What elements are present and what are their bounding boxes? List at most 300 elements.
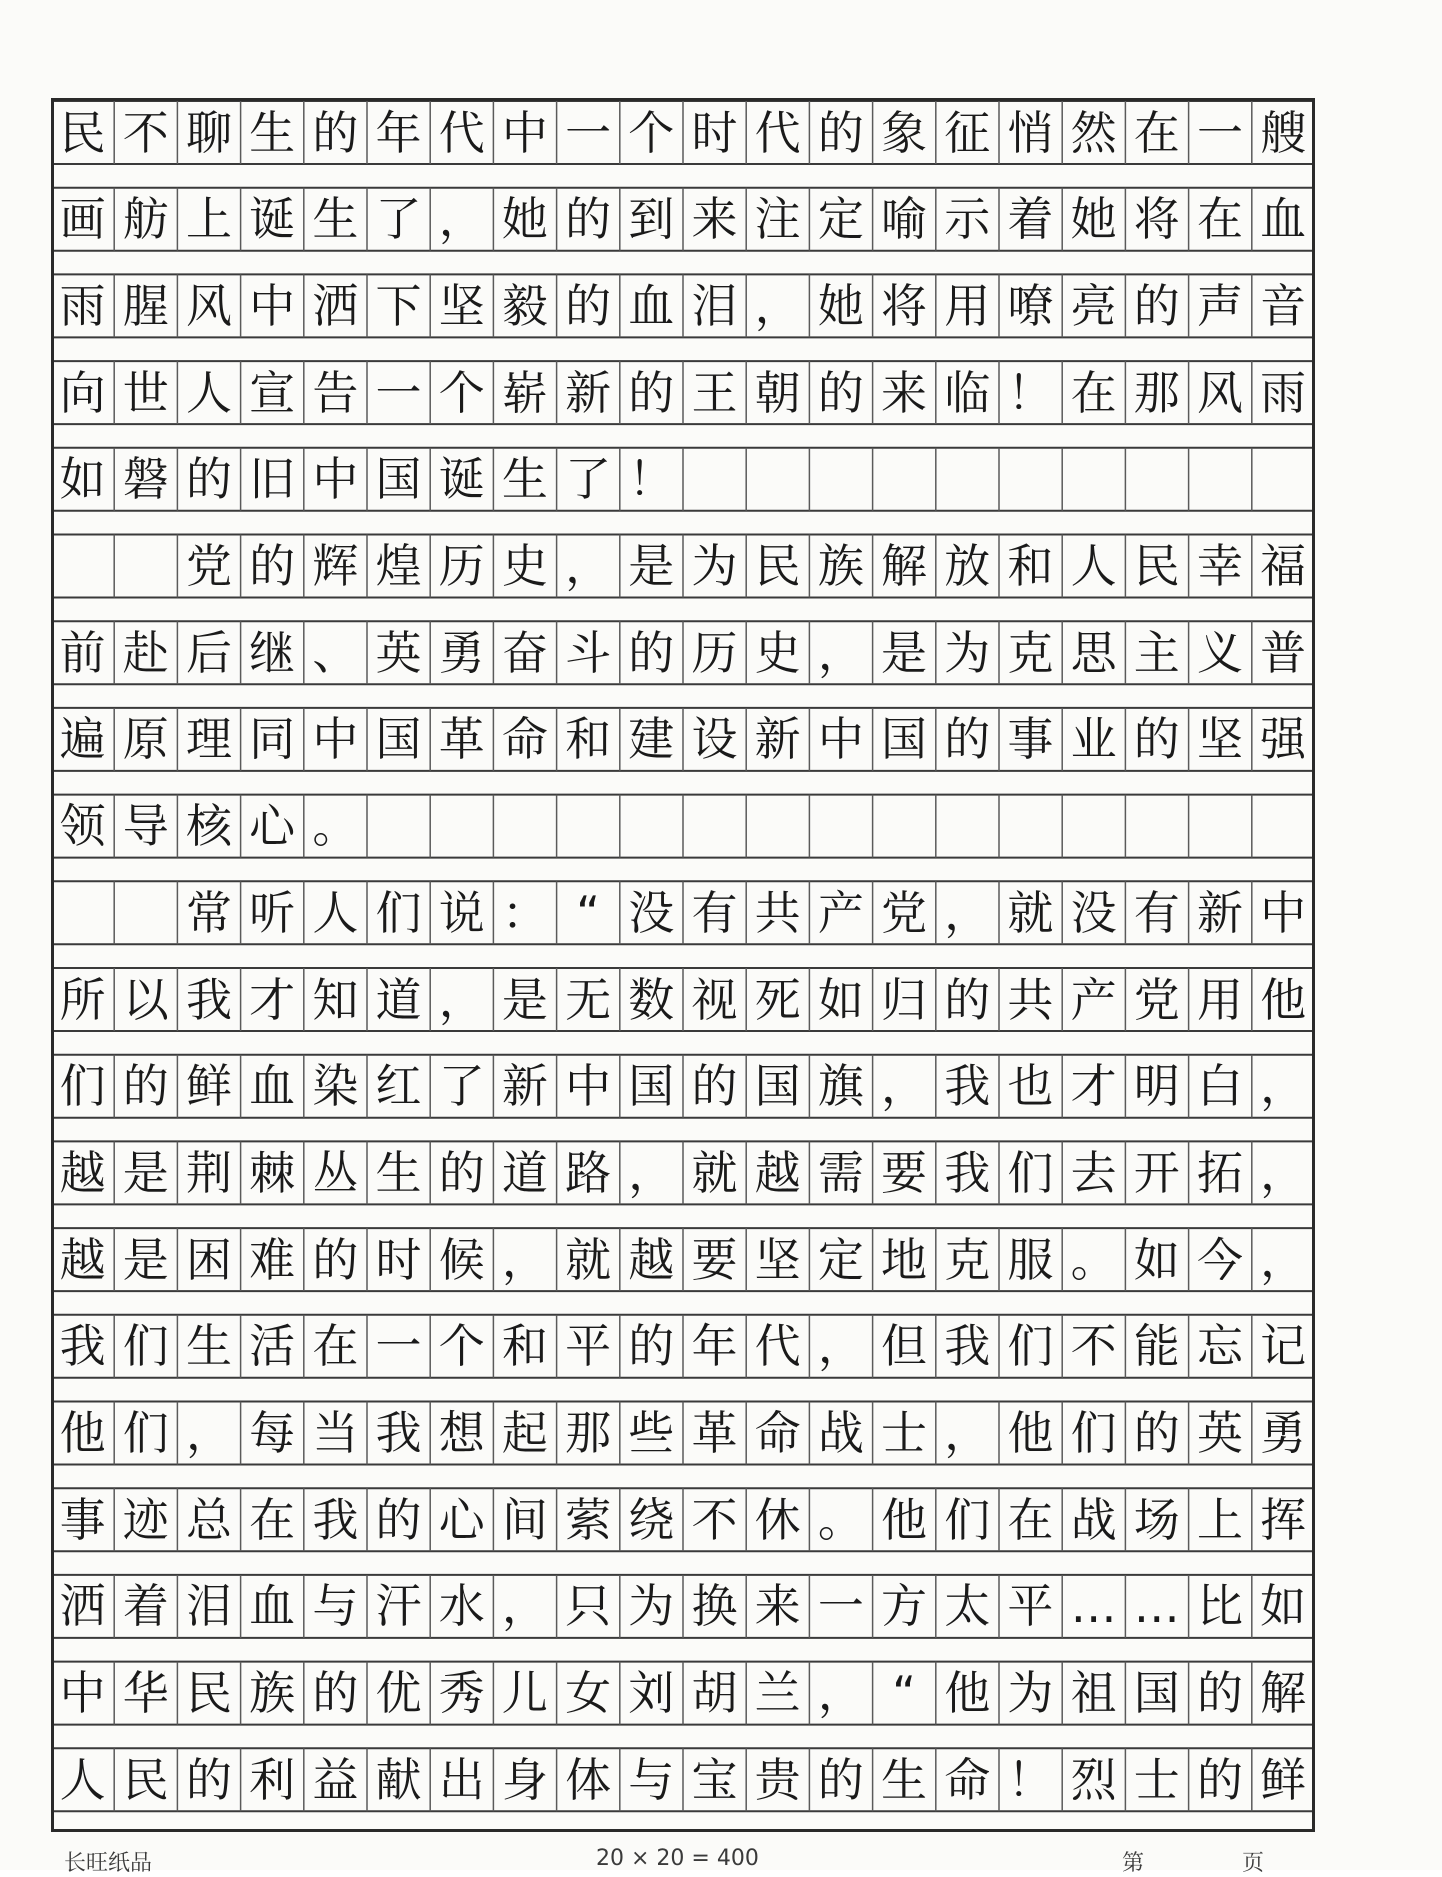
grid-cell-char: 国 xyxy=(628,1059,675,1114)
grid-cell-char: ， xyxy=(817,625,864,680)
grid-cell-char: 中 xyxy=(565,1059,612,1114)
grid-cell-char: 但 xyxy=(881,1319,928,1374)
grid-cell-char: 年 xyxy=(691,1319,738,1374)
grid-cell-char: 国 xyxy=(375,712,422,767)
grid-frame xyxy=(51,98,1315,1832)
grid-cell-char: 鲜 xyxy=(1260,1752,1307,1807)
grid-cell-char: 与 xyxy=(628,1752,675,1807)
grid-cell-char: 也 xyxy=(1007,1059,1054,1114)
grid-cell-char: 思 xyxy=(1070,625,1117,680)
grid-cell-char: 着 xyxy=(122,1579,169,1634)
grid-cell-char: 人 xyxy=(312,885,359,940)
manuscript-row xyxy=(51,1141,1315,1204)
grid-cell-char: 坚 xyxy=(754,1232,801,1287)
manuscript-row xyxy=(51,1488,1315,1551)
grid-cell-char: 间 xyxy=(501,1492,548,1547)
grid-cell-char: 的 xyxy=(375,1492,422,1547)
grid-cell-char: 的 xyxy=(438,1145,485,1200)
grid-cell-char: 旗 xyxy=(817,1059,864,1114)
grid-cell-char: 比 xyxy=(1196,1579,1243,1634)
manuscript-row xyxy=(51,535,1315,598)
grid-cell-char: 血 xyxy=(628,278,675,333)
grid-cell-char: 的 xyxy=(185,452,232,507)
grid-cell-char: 的 xyxy=(185,1752,232,1807)
grid-cell-char: 归 xyxy=(881,972,928,1027)
grid-cell-char: 出 xyxy=(438,1752,485,1807)
grid-cell-char: 族 xyxy=(817,539,864,593)
manuscript-row xyxy=(51,361,1315,424)
grid-cell-char: 候 xyxy=(438,1232,485,1287)
grid-cell-char: 了 xyxy=(438,1059,485,1114)
grid-cell-char: 迹 xyxy=(122,1492,169,1547)
grid-cell-char: … xyxy=(1070,1579,1117,1634)
grid-cell-char: 我 xyxy=(375,1406,422,1460)
grid-cell-char: 示 xyxy=(944,192,991,247)
grid-cell-char: 挥 xyxy=(1260,1492,1307,1547)
grid-cell-char: 一 xyxy=(375,1319,422,1374)
grid-cell-char: “ xyxy=(892,1666,916,1721)
manuscript-row xyxy=(51,708,1315,771)
grid-cell-char: 不 xyxy=(1070,1319,1117,1374)
grid-cell-char: 风 xyxy=(1196,365,1243,420)
grid-cell-char: 新 xyxy=(565,365,612,420)
grid-cell-char: 诞 xyxy=(438,452,485,507)
grid-cell-char: ， xyxy=(438,192,485,247)
grid-cell-char: 难 xyxy=(249,1232,296,1287)
grid-cell-char: 兰 xyxy=(754,1666,801,1721)
grid-cell-char: 困 xyxy=(185,1232,232,1287)
grid-cell-char: 后 xyxy=(185,625,232,680)
grid-cell-char: 下 xyxy=(375,278,422,333)
grid-cell-char: 雨 xyxy=(59,278,106,333)
grid-cell-char: 聊 xyxy=(185,105,232,160)
grid-cell-char: 着 xyxy=(1007,192,1054,247)
grid-cell-char: 要 xyxy=(691,1232,738,1287)
grid-cell-char: 如 xyxy=(1260,1579,1307,1634)
grid-cell-char: ， xyxy=(944,885,991,940)
grid-cell-char: 休 xyxy=(754,1492,801,1547)
grid-cell-char: 艘 xyxy=(1260,105,1307,160)
grid-cell-char: 舫 xyxy=(122,192,169,247)
grid-cell-char: 死 xyxy=(754,972,801,1027)
grid-cell-char: 民 xyxy=(185,1666,232,1721)
grid-cell-char: 献 xyxy=(375,1752,422,1807)
grid-cell-char: 继 xyxy=(249,625,296,680)
grid-cell-char: 听 xyxy=(249,885,296,940)
grid-cell-char: 泪 xyxy=(185,1579,232,1634)
grid-cell-char: 换 xyxy=(691,1579,738,1634)
grid-cell-char: 祖 xyxy=(1070,1666,1117,1721)
grid-cell-char: 洒 xyxy=(59,1579,106,1634)
grid-cell-char: 丛 xyxy=(312,1145,359,1200)
grid-cell-char: 汗 xyxy=(375,1579,422,1634)
grid-cell-char: 那 xyxy=(1133,365,1180,420)
grid-cell-char: 导 xyxy=(122,799,169,854)
grid-cell-char: 民 xyxy=(122,1752,169,1807)
grid-cell-char: 战 xyxy=(1070,1492,1117,1547)
grid-cell-char: 就 xyxy=(565,1232,612,1287)
grid-cell-char: ， xyxy=(501,1232,548,1287)
grid-cell-char: 是 xyxy=(501,972,548,1027)
grid-cell-char: 国 xyxy=(375,452,422,507)
grid-cell-char: “ xyxy=(576,885,601,940)
grid-cell-char: 我 xyxy=(185,972,232,1027)
grid-cell-char: 我 xyxy=(944,1059,991,1114)
grid-cell-char: 煌 xyxy=(375,539,422,593)
grid-cell-char: 们 xyxy=(122,1406,169,1460)
grid-cell-char: 声 xyxy=(1196,278,1243,333)
grid-cell-char: 血 xyxy=(1260,192,1307,247)
grid-cell-char: 辉 xyxy=(312,539,359,593)
grid-cell-char: 没 xyxy=(1070,885,1117,940)
grid-cell-char: 人 xyxy=(1070,539,1117,593)
grid-cell-char: 他 xyxy=(1007,1406,1054,1460)
grid-cell-char: 的 xyxy=(944,712,991,767)
grid-cell-char: 胡 xyxy=(691,1666,738,1721)
grid-cell-char: 个 xyxy=(628,105,675,160)
grid-cell-char: 与 xyxy=(312,1579,359,1634)
grid-cell-char: 记 xyxy=(1260,1319,1307,1374)
manuscript-row xyxy=(51,101,1315,164)
grid-cell-char: 生 xyxy=(881,1752,928,1807)
grid-cell-char: 然 xyxy=(1070,105,1117,160)
grid-cell-char: 设 xyxy=(691,712,738,767)
manuscript-row xyxy=(51,188,1315,251)
grid-cell-char: 秀 xyxy=(438,1666,485,1721)
grid-cell-char: 华 xyxy=(122,1666,169,1721)
grid-cell-char: 他 xyxy=(59,1406,106,1460)
grid-cell-char: 忘 xyxy=(1196,1319,1243,1374)
grid-cell-char: 定 xyxy=(817,192,864,247)
grid-cell-char: 世 xyxy=(122,365,169,420)
grid-cell-char: 在 xyxy=(1007,1492,1054,1547)
grid-cell-char: 历 xyxy=(438,539,485,593)
grid-cell-char: 新 xyxy=(754,712,801,767)
grid-cell-char: ， xyxy=(565,539,612,593)
grid-cell-char: 腥 xyxy=(122,278,169,333)
grid-cell-char: 如 xyxy=(1133,1232,1180,1287)
grid-cell-char: 诞 xyxy=(249,192,296,247)
footer-page-label: 第 xyxy=(1122,1851,1145,1876)
grid-cell-char: 历 xyxy=(691,625,738,680)
grid-cell-char: 用 xyxy=(1196,972,1243,1027)
grid-cell-char: 党 xyxy=(881,885,928,940)
grid-cell-char: 向 xyxy=(59,365,106,420)
grid-cell-char: 临 xyxy=(944,365,991,420)
grid-cell-char: 代 xyxy=(754,105,801,160)
grid-cell-char: 勇 xyxy=(1260,1406,1307,1460)
grid-cell-char: 用 xyxy=(944,278,991,333)
grid-cell-char: 越 xyxy=(754,1145,801,1200)
grid-cell-char: 棘 xyxy=(249,1145,296,1200)
grid-cell-char: ！ xyxy=(1007,365,1054,420)
grid-cell-char: 的 xyxy=(122,1059,169,1114)
grid-cell-char: 解 xyxy=(881,539,928,593)
grid-cell-char: 所 xyxy=(59,972,106,1027)
grid-cell-char: 为 xyxy=(628,1579,675,1634)
grid-cell-char: 为 xyxy=(1007,1666,1054,1721)
grid-cell-char: 喻 xyxy=(881,192,928,247)
grid-cell-char: 们 xyxy=(1070,1406,1117,1460)
grid-cell-char: 事 xyxy=(1007,712,1054,767)
grid-cell-char: 史 xyxy=(501,539,548,593)
grid-cell-char: 共 xyxy=(1007,972,1054,1027)
grid-cell-char: 福 xyxy=(1260,539,1307,593)
grid-cell-char: 的 xyxy=(944,972,991,1027)
grid-cell-char: 和 xyxy=(501,1319,548,1374)
grid-cell-char: 一 xyxy=(565,105,612,160)
grid-cell-char: 产 xyxy=(817,885,864,940)
grid-cell-char: 斗 xyxy=(565,625,612,680)
grid-cell-char: 悄 xyxy=(1007,105,1054,160)
grid-cell-char: 那 xyxy=(565,1406,612,1460)
grid-cell-char: 方 xyxy=(881,1579,928,1634)
grid-cell-char: 代 xyxy=(438,105,485,160)
grid-cell-char: 每 xyxy=(249,1406,296,1460)
grid-cell-char: 、 xyxy=(312,625,359,680)
grid-cell-char: 越 xyxy=(628,1232,675,1287)
grid-cell-char: 生 xyxy=(501,452,548,507)
grid-cell-char: 雨 xyxy=(1260,365,1307,420)
grid-cell-char: 烈 xyxy=(1070,1752,1117,1807)
grid-cell-char: 当 xyxy=(312,1406,359,1460)
grid-cell-char: 不 xyxy=(691,1492,738,1547)
grid-cell-char: 如 xyxy=(817,972,864,1027)
grid-cell-char: 族 xyxy=(249,1666,296,1721)
grid-cell-char: 红 xyxy=(375,1059,422,1114)
grid-cell-char: 刘 xyxy=(628,1666,675,1721)
grid-cell-char xyxy=(114,535,177,598)
grid-cell-char: 和 xyxy=(565,712,612,767)
grid-cell-char: 服 xyxy=(1007,1232,1054,1287)
grid-cell-char: 生 xyxy=(185,1319,232,1374)
grid-cell-char: 们 xyxy=(122,1319,169,1374)
grid-cell-char: 的 xyxy=(817,365,864,420)
grid-cell-char: 无 xyxy=(565,972,612,1027)
grid-cell-char: 他 xyxy=(1260,972,1307,1027)
grid-cell-char: 中 xyxy=(59,1666,106,1721)
grid-cell-char: 告 xyxy=(312,365,359,420)
grid-cell-char: ！ xyxy=(1007,1752,1054,1807)
grid-cell-char: 知 xyxy=(312,972,359,1027)
grid-cell-char: 中 xyxy=(249,278,296,333)
grid-cell-char: 就 xyxy=(691,1145,738,1200)
grid-cell-char xyxy=(51,535,114,598)
grid-cell-char: 的 xyxy=(628,365,675,420)
grid-cell-char: 血 xyxy=(249,1579,296,1634)
grid-cell-char: 在 xyxy=(1196,192,1243,247)
grid-cell-char: 荆 xyxy=(185,1145,232,1200)
grid-cell-char: 革 xyxy=(691,1406,738,1460)
grid-cell-char: 遍 xyxy=(59,712,106,767)
grid-cell-char: 的 xyxy=(691,1059,738,1114)
grid-cell-char: 才 xyxy=(1070,1059,1117,1114)
grid-cell-char: 能 xyxy=(1133,1319,1180,1374)
grid-cell-char: 中 xyxy=(501,105,548,160)
grid-cell-char: 如 xyxy=(59,452,106,507)
grid-cell-char xyxy=(51,881,114,944)
grid-cell-char: 常 xyxy=(185,885,232,940)
grid-cell-char: 业 xyxy=(1070,712,1117,767)
grid-cell-char: 党 xyxy=(1133,972,1180,1027)
grid-cell-char: ， xyxy=(1260,1232,1307,1287)
grid-cell-char: 儿 xyxy=(501,1666,548,1721)
grid-cell-char: 一 xyxy=(375,365,422,420)
grid-cell-char: 的 xyxy=(1196,1666,1243,1721)
grid-cell-char: 个 xyxy=(438,1319,485,1374)
grid-cell-char: 民 xyxy=(1133,539,1180,593)
grid-cell-char: 的 xyxy=(565,192,612,247)
grid-cell-char: 的 xyxy=(249,539,296,593)
grid-cell-char: 益 xyxy=(312,1752,359,1807)
grid-cell-char: 泪 xyxy=(691,278,738,333)
grid-cell-char: 利 xyxy=(249,1752,296,1807)
grid-cell-char: 优 xyxy=(375,1666,422,1721)
grid-cell-char: 总 xyxy=(185,1492,232,1547)
grid-cell-char: 建 xyxy=(628,712,675,767)
grid-cell-char: ， xyxy=(881,1059,928,1114)
grid-cell-char: 我 xyxy=(312,1492,359,1547)
grid-cell-char: 只 xyxy=(565,1579,612,1634)
grid-cell-char: 核 xyxy=(185,799,232,854)
grid-cell-char: 命 xyxy=(501,712,548,767)
grid-cell-char: 英 xyxy=(375,625,422,680)
grid-cell-char: 人 xyxy=(59,1752,106,1807)
grid-cell-char: ， xyxy=(817,1666,864,1721)
grid-cell-char: 不 xyxy=(122,105,169,160)
grid-cell-char: 崭 xyxy=(501,365,548,420)
grid-cell-char: 们 xyxy=(1007,1319,1054,1374)
manuscript-row xyxy=(51,1228,1315,1291)
grid-cell-char: 年 xyxy=(375,105,422,160)
grid-cell-char: 她 xyxy=(501,192,548,247)
grid-cell-char: 想 xyxy=(438,1406,485,1460)
grid-cell-char: 场 xyxy=(1133,1492,1180,1547)
grid-cell-char: 国 xyxy=(754,1059,801,1114)
grid-cell-char: 个 xyxy=(438,365,485,420)
grid-cell-char: 鲜 xyxy=(185,1059,232,1114)
grid-cell-char: … xyxy=(1133,1579,1180,1634)
grid-cell-char: 时 xyxy=(375,1232,422,1287)
grid-cell-char: 来 xyxy=(691,192,738,247)
grid-cell-char: 没 xyxy=(628,885,675,940)
grid-cell-char: 原 xyxy=(122,712,169,767)
grid-cell-char: 将 xyxy=(881,278,928,333)
grid-cell-char: 在 xyxy=(249,1492,296,1547)
grid-cell-char: 。 xyxy=(312,799,359,854)
grid-cell-char: 萦 xyxy=(565,1492,612,1547)
manuscript-row xyxy=(51,1748,1315,1811)
grid-cell-char: 勇 xyxy=(438,625,485,680)
grid-cell-char: 义 xyxy=(1196,625,1243,680)
grid-cell-char: 克 xyxy=(944,1232,991,1287)
manuscript-row xyxy=(51,1055,1315,1118)
grid-cell-char: 将 xyxy=(1133,192,1180,247)
grid-cell-char: 平 xyxy=(1007,1579,1054,1634)
grid-cell-char: 同 xyxy=(249,712,296,767)
grid-cell-char: 为 xyxy=(691,539,738,593)
grid-cell-char: 革 xyxy=(438,712,485,767)
grid-cell-char: 活 xyxy=(249,1319,296,1374)
grid-cell-char: ， xyxy=(944,1406,991,1460)
grid-cell-char: 是 xyxy=(122,1232,169,1287)
grid-cell-char: 在 xyxy=(1070,365,1117,420)
grid-cell-char: 上 xyxy=(1196,1492,1243,1547)
grid-cell-char: 的 xyxy=(565,278,612,333)
grid-cell-char: 太 xyxy=(944,1579,991,1634)
grid-cell-char: 染 xyxy=(312,1059,359,1114)
grid-cell-char: 平 xyxy=(565,1319,612,1374)
grid-cell-char: 们 xyxy=(1007,1145,1054,1200)
grid-cell-char: 嘹 xyxy=(1007,278,1054,333)
manuscript-row xyxy=(51,274,1315,337)
grid-cell-char: 了 xyxy=(375,192,422,247)
grid-cell-char: 的 xyxy=(817,1752,864,1807)
grid-cell-char: 心 xyxy=(438,1492,485,1547)
grid-cell-char: 幸 xyxy=(1196,539,1243,593)
grid-cell-char: 史 xyxy=(754,625,801,680)
grid-cell-char: 了 xyxy=(565,452,612,507)
footer-grid-count: 20 × 20 = 400 xyxy=(596,1846,759,1871)
grid-cell-char: 的 xyxy=(312,105,359,160)
grid-cell-char: 强 xyxy=(1260,712,1307,767)
grid-cell-char: 普 xyxy=(1260,625,1307,680)
grid-cell-char: 的 xyxy=(1133,1406,1180,1460)
grid-cell-char: 们 xyxy=(59,1059,106,1114)
grid-cell-char: 坚 xyxy=(438,278,485,333)
grid-cell-char: 英 xyxy=(1196,1406,1243,1460)
grid-cell-char: 要 xyxy=(881,1145,928,1200)
grid-cell-char: 共 xyxy=(754,885,801,940)
grid-cell-char: 克 xyxy=(1007,625,1054,680)
grid-cell-char: 是 xyxy=(628,539,675,593)
grid-cell-char: 。 xyxy=(817,1492,864,1547)
grid-cell-char: 主 xyxy=(1133,625,1180,680)
grid-cell-char: 前 xyxy=(59,625,106,680)
grid-cell-char: 才 xyxy=(249,972,296,1027)
grid-cell-char: ， xyxy=(1260,1059,1307,1114)
grid-cell-char: 些 xyxy=(628,1406,675,1460)
grid-cell-char: 象 xyxy=(881,105,928,160)
grid-cell-char: 他 xyxy=(881,1492,928,1547)
grid-cell-char: 去 xyxy=(1070,1145,1117,1200)
grid-cell-char: 生 xyxy=(312,192,359,247)
grid-cell-char: 奋 xyxy=(501,625,548,680)
manuscript-row xyxy=(51,881,1315,944)
grid-cell-char: 今 xyxy=(1196,1232,1243,1287)
grid-cell-char: 代 xyxy=(754,1319,801,1374)
grid-cell-char: 国 xyxy=(1133,1666,1180,1721)
grid-cell-char: 音 xyxy=(1260,278,1307,333)
grid-cell-char: 来 xyxy=(754,1579,801,1634)
grid-cell-char: 需 xyxy=(817,1145,864,1200)
grid-cell-char: 女 xyxy=(565,1666,612,1721)
manuscript-row xyxy=(51,621,1315,684)
footer-page-suffix: 页 xyxy=(1242,1851,1265,1876)
grid-cell-char: 到 xyxy=(628,192,675,247)
grid-cell-char: 和 xyxy=(1007,539,1054,593)
grid-cell-char: 毅 xyxy=(501,278,548,333)
grid-cell-char: 为 xyxy=(944,625,991,680)
grid-cell-char: 道 xyxy=(501,1145,548,1200)
grid-cell-char: 领 xyxy=(59,799,106,854)
grid-cell-char: 以 xyxy=(122,972,169,1027)
grid-cell-char: 战 xyxy=(817,1406,864,1460)
grid-cell-char: 说 xyxy=(438,885,485,940)
manuscript-row xyxy=(51,1575,1315,1638)
grid-cell-char: 白 xyxy=(1196,1059,1243,1114)
grid-cell-char: 磐 xyxy=(122,452,169,507)
